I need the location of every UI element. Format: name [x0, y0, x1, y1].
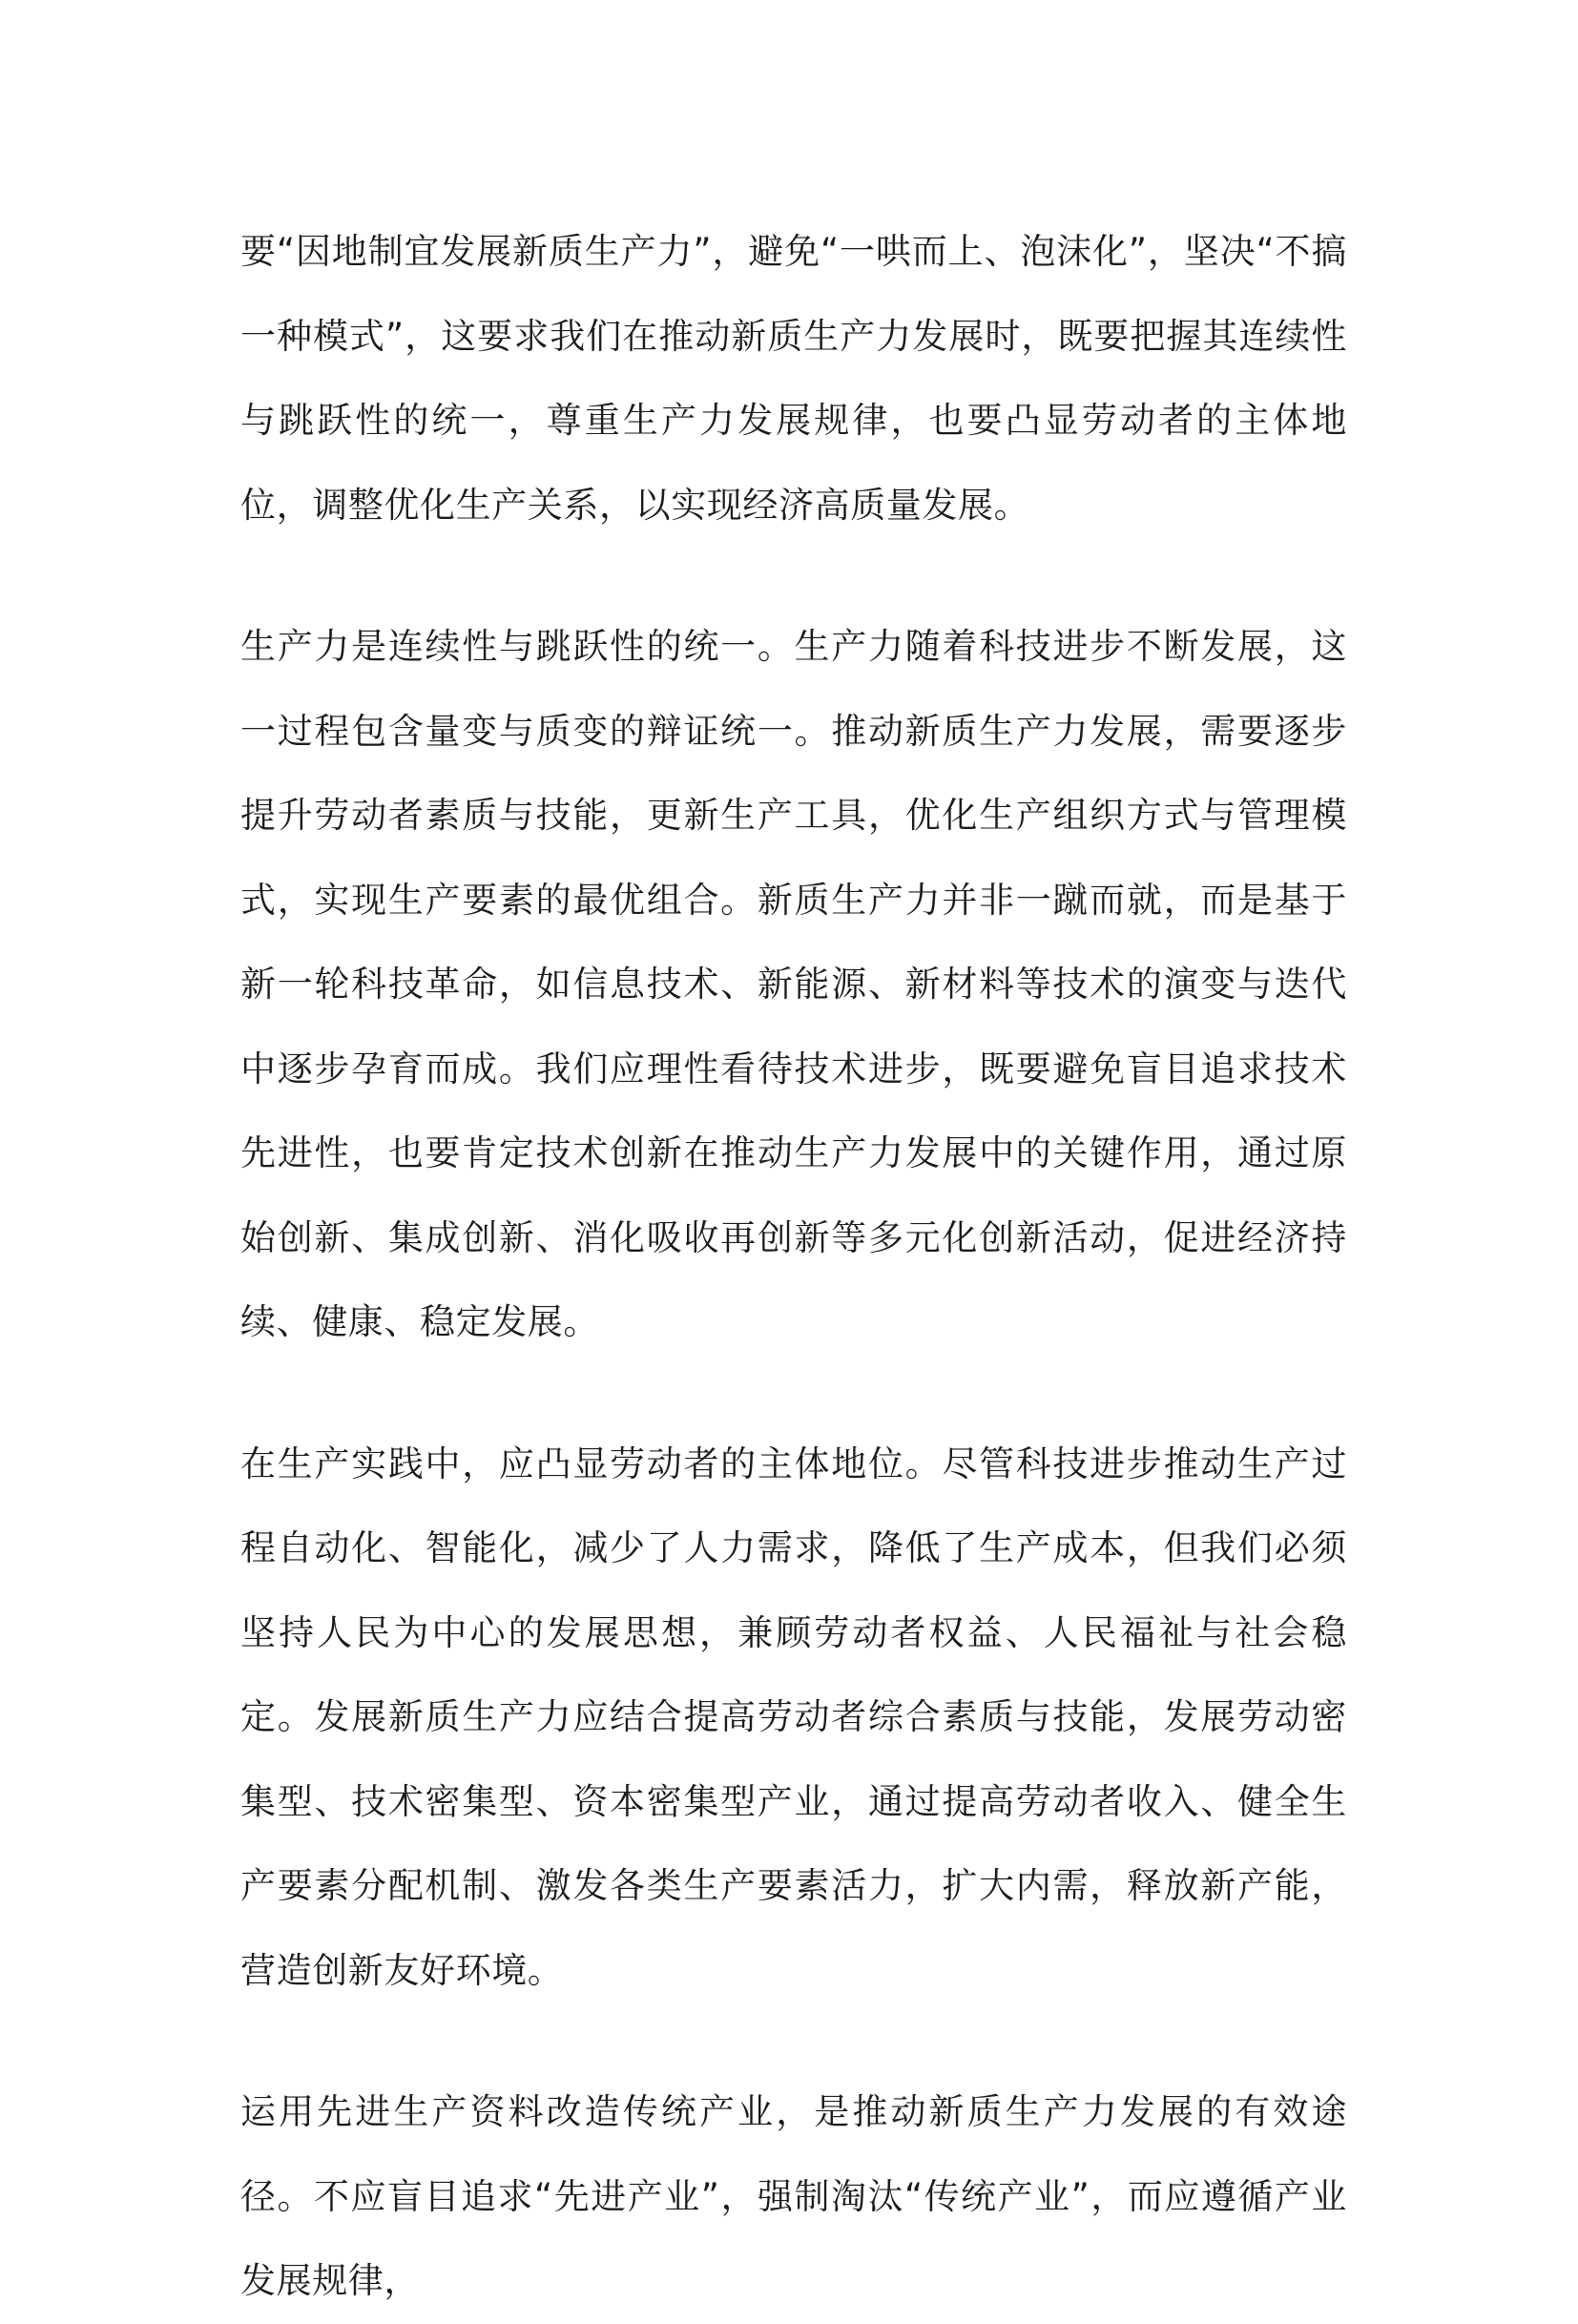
- paragraph-4: 运用先进生产资料改造传统产业，是推动新质生产力发展的有效途径。不应盲目追求“先进产业”，强制淘汰“传统产业”，而应遵循产业发展规律，: [240, 2091, 1347, 2301]
- paragraph-3: 在生产实践中，应凸显劳动者的主体地位。尽管科技进步推动生产过程自动化、智能化，减少了人力需求，降低了生产成本，但我们必须坚持人民为中心的发展思想，兼顾劳动者权益、人民福祉与社会稳定。发展新质生产力应结合提高劳动者综合素质与技能，发展劳动密集型、技术密集型、资本密集型产业，通过提高劳动者收入、健全生产要素分配机制、激发各类生产要素活力，扩大内需，释放新产能，营造创新友好环境。: [240, 1442, 1347, 1991]
- paragraph-2: 生产力是连续性与跳跃性的统一。生产力随着科技进步不断发展，这一过程包含量变与质变的辩证统一。推动新质生产力发展，需要逐步提升劳动者素质与技能，更新生产工具，优化生产组织方式与管理模式，实现生产要素的最优组合。新质生产力并非一蹴而就，而是基于新一轮科技革命，如信息技术、新能源、新材料等技术的演变与迭代中逐步孕育而成。我们应理性看待技术进步，既要避免盲目追求技术先进性，也要肯定技术创新在推动生产力发展中的关键作用，通过原始创新、集成创新、消化吸收再创新等多元化创新活动，促进经济持续、健康、稳定发展。: [240, 626, 1347, 1342]
- document-body: [240, 210, 1347, 2324]
- paragraph-1: 要“因地制宜发展新质生产力”，避免“一哄而上、泡沫化”，坚决“不搞一种模式”，这要求我们在推动新质生产力发展时，既要把握其连续性与跳跃性的统一，尊重生产力发展规律，也要凸显劳动者的主体地位，调整优化生产关系，以实现经济高质量发展。: [240, 231, 1347, 526]
